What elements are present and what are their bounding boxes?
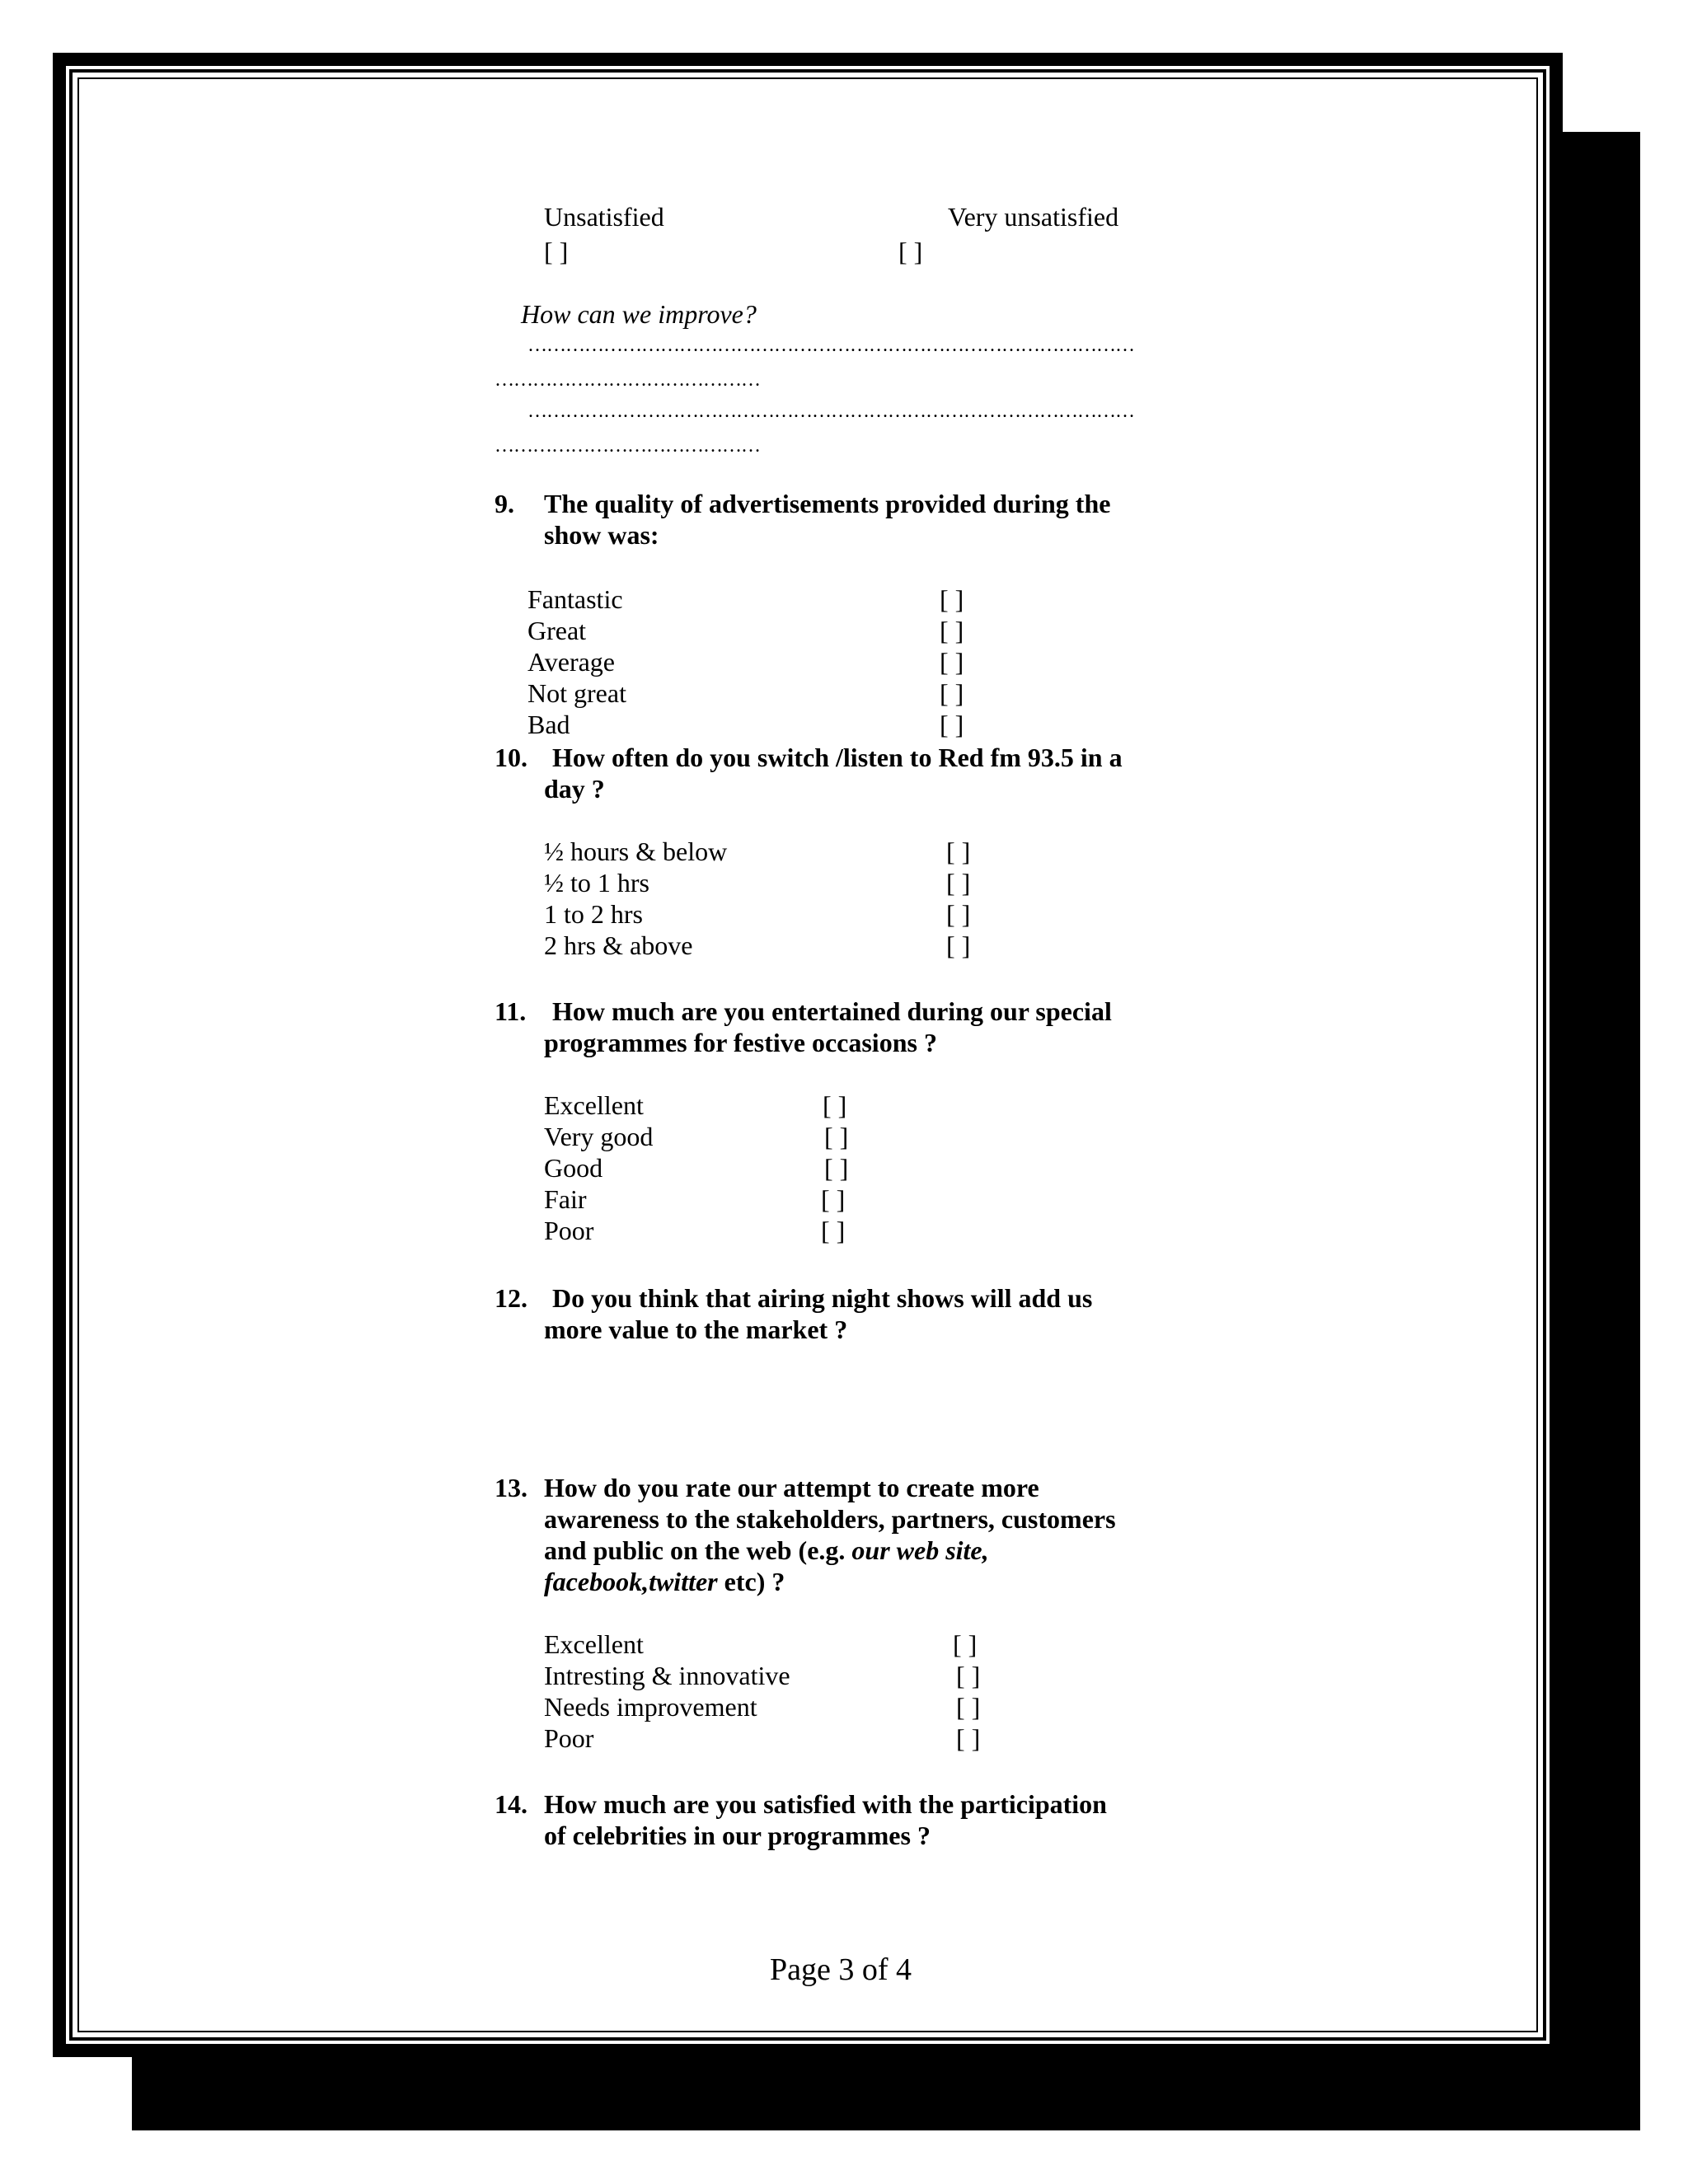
question-9-text-1: The quality of advertisements provided during the bbox=[544, 489, 1111, 518]
q13-option-interesting: Intresting & innovative bbox=[544, 1661, 790, 1690]
question-11-text-1: How much are you entertained during our special bbox=[552, 996, 1112, 1026]
q11-checkbox-fair[interactable]: [ ] bbox=[821, 1184, 846, 1214]
q11-checkbox-poor[interactable]: [ ] bbox=[821, 1216, 846, 1245]
q9-option-bad: Bad bbox=[528, 710, 570, 739]
question-13-text-3b: our web site, bbox=[851, 1535, 989, 1565]
question-14-text-1: How much are you satisfied with the participation bbox=[544, 1789, 1107, 1819]
q11-option-excellent: Excellent bbox=[544, 1090, 644, 1120]
question-12-text-2: more value to the market ? bbox=[544, 1315, 848, 1344]
question-14-text-2: of celebrities in our programmes ? bbox=[544, 1821, 931, 1850]
q10-checkbox-two-plus[interactable]: [ ] bbox=[946, 930, 971, 960]
q13-checkbox-excellent[interactable]: [ ] bbox=[953, 1629, 978, 1659]
option-very-unsatisfied: Very unsatisfied bbox=[948, 202, 1119, 232]
question-10-number: 10. bbox=[495, 743, 528, 772]
q11-checkbox-good[interactable]: [ ] bbox=[824, 1153, 849, 1183]
question-13-text-3 bbox=[544, 1535, 989, 1566]
improve-line-1-cont[interactable]: …………………………………… bbox=[495, 369, 760, 391]
q9-checkbox-not-great[interactable]: [ ] bbox=[940, 678, 964, 708]
improve-line-2[interactable]: …………………………………………………………………………………… bbox=[528, 401, 1134, 422]
question-13-number: 13. bbox=[495, 1473, 528, 1502]
q9-option-not-great: Not great bbox=[528, 678, 626, 708]
question-13-text-3a: and public on the web (e.g. bbox=[544, 1535, 852, 1565]
page-number: Page 3 of 4 bbox=[770, 1952, 912, 1987]
q13-checkbox-poor[interactable]: [ ] bbox=[956, 1723, 981, 1753]
q13-option-poor: Poor bbox=[544, 1723, 594, 1753]
q13-checkbox-interesting[interactable]: [ ] bbox=[956, 1661, 981, 1690]
question-11-number: 11. bbox=[495, 996, 527, 1026]
q9-option-average: Average bbox=[528, 647, 615, 677]
question-13-text-2: awareness to the stakeholders, partners, customers bbox=[544, 1504, 1116, 1534]
question-9-text-2: show was: bbox=[544, 520, 659, 550]
q10-checkbox-one-to-two[interactable]: [ ] bbox=[946, 899, 971, 929]
improve-line-2-cont[interactable]: …………………………………… bbox=[495, 435, 760, 457]
q10-option-two-plus: 2 hrs & above bbox=[544, 930, 693, 960]
question-10-text-1: How often do you switch /listen to Red fm 93.5 in a bbox=[552, 743, 1123, 772]
q11-checkbox-very-good[interactable]: [ ] bbox=[824, 1122, 849, 1151]
question-9-number: 9. bbox=[495, 489, 514, 518]
q9-checkbox-great[interactable]: [ ] bbox=[940, 616, 964, 645]
question-11-text-2: programmes for festive occasions ? bbox=[544, 1028, 937, 1057]
q9-option-great: Great bbox=[528, 616, 587, 645]
q10-option-half-hour: ½ hours & below bbox=[544, 837, 728, 866]
question-14-number: 14. bbox=[495, 1789, 528, 1819]
checkbox-unsatisfied[interactable]: [ ] bbox=[544, 237, 569, 266]
question-12-text-1: Do you think that airing night shows will add us bbox=[552, 1283, 1093, 1313]
q11-option-very-good: Very good bbox=[544, 1122, 654, 1151]
q11-option-good: Good bbox=[544, 1153, 603, 1183]
q11-option-poor: Poor bbox=[544, 1216, 594, 1245]
q10-option-half-to-one: ½ to 1 hrs bbox=[544, 868, 649, 898]
q9-checkbox-bad[interactable]: [ ] bbox=[940, 710, 964, 739]
q9-checkbox-average[interactable]: [ ] bbox=[940, 647, 964, 677]
question-13-text-4 bbox=[544, 1566, 785, 1597]
improve-line-1[interactable]: …………………………………………………………………………………… bbox=[528, 335, 1134, 356]
q13-option-excellent: Excellent bbox=[544, 1629, 644, 1659]
q10-checkbox-half-to-one[interactable]: [ ] bbox=[946, 868, 971, 898]
checkbox-very-unsatisfied[interactable]: [ ] bbox=[898, 237, 923, 266]
improve-prompt: How can we improve? bbox=[521, 299, 757, 329]
q13-checkbox-needs-improvement[interactable]: [ ] bbox=[956, 1692, 981, 1722]
q10-option-one-to-two: 1 to 2 hrs bbox=[544, 899, 643, 929]
q13-option-needs-improvement: Needs improvement bbox=[544, 1692, 757, 1722]
q11-checkbox-excellent[interactable]: [ ] bbox=[823, 1090, 847, 1120]
q9-checkbox-fantastic[interactable]: [ ] bbox=[940, 584, 964, 614]
q10-checkbox-half-hour[interactable]: [ ] bbox=[946, 837, 971, 866]
question-10-text-2: day ? bbox=[544, 774, 605, 804]
question-13-text-4b: etc) ? bbox=[717, 1567, 785, 1596]
question-13-text-4a: facebook,twitter bbox=[544, 1567, 718, 1596]
question-12-number: 12. bbox=[495, 1283, 528, 1313]
q11-option-fair: Fair bbox=[544, 1184, 587, 1214]
q9-option-fantastic: Fantastic bbox=[528, 584, 623, 614]
question-13-text-1: How do you rate our attempt to create more bbox=[544, 1473, 1039, 1502]
option-unsatisfied: Unsatisfied bbox=[544, 202, 664, 232]
